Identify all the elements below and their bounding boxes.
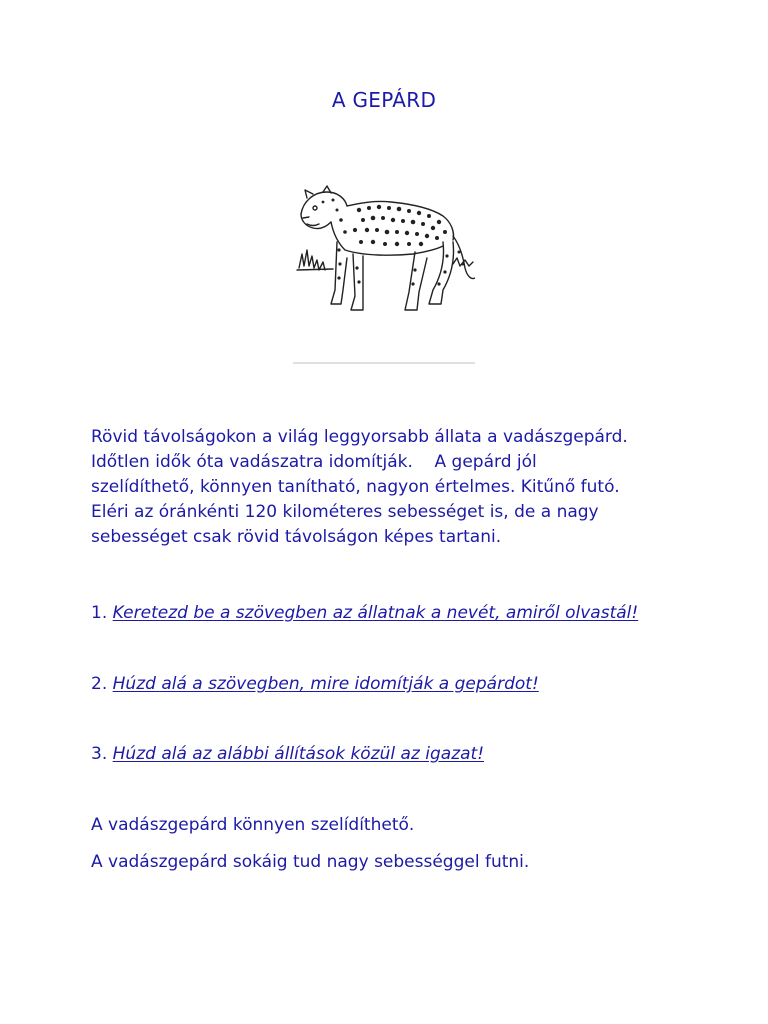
reading-paragraph — [91, 425, 691, 550]
cheetah-drawing-icon — [293, 180, 475, 364]
statement-2: A vadászgepárd sokáig tud nagy sebességgel futni. — [91, 852, 530, 872]
paragraph-line: Rövid távolságokon a világ leggyorsabb állata a vadászgepárd. — [91, 427, 628, 447]
task-2 — [91, 674, 539, 694]
task-instruction: Húzd alá az alábbi állítások közül az igazat! — [112, 744, 485, 764]
paragraph-line: Eléri az óránkénti 120 kilométeres sebességet is, de a nagy — [91, 502, 599, 522]
task-3 — [91, 744, 484, 764]
task-instruction: Húzd alá a szövegben, mire idomítják a gepárdot! — [112, 674, 539, 694]
statement-1: A vadászgepárd könnyen szelídíthető. — [91, 815, 415, 835]
task-instruction: Keretezd be a szövegben az állatnak a nevét, amiről olvastál! — [112, 603, 639, 623]
cheetah-illustration — [293, 180, 475, 364]
paragraph-line: sebességet csak rövid távolságon képes tartani. — [91, 527, 502, 547]
task-1 — [91, 603, 638, 623]
paragraph-line: Időtlen idők óta vadászatra idomítják. A gepárd jól — [91, 452, 537, 472]
page-title: A GEPÁRD — [331, 88, 437, 112]
task-number: 1. — [91, 603, 108, 623]
task-number: 2. — [91, 674, 108, 694]
paragraph-line: szelídíthető, könnyen tanítható, nagyon értelmes. Kitűnő futó. — [91, 477, 620, 497]
task-number: 3. — [91, 744, 108, 764]
